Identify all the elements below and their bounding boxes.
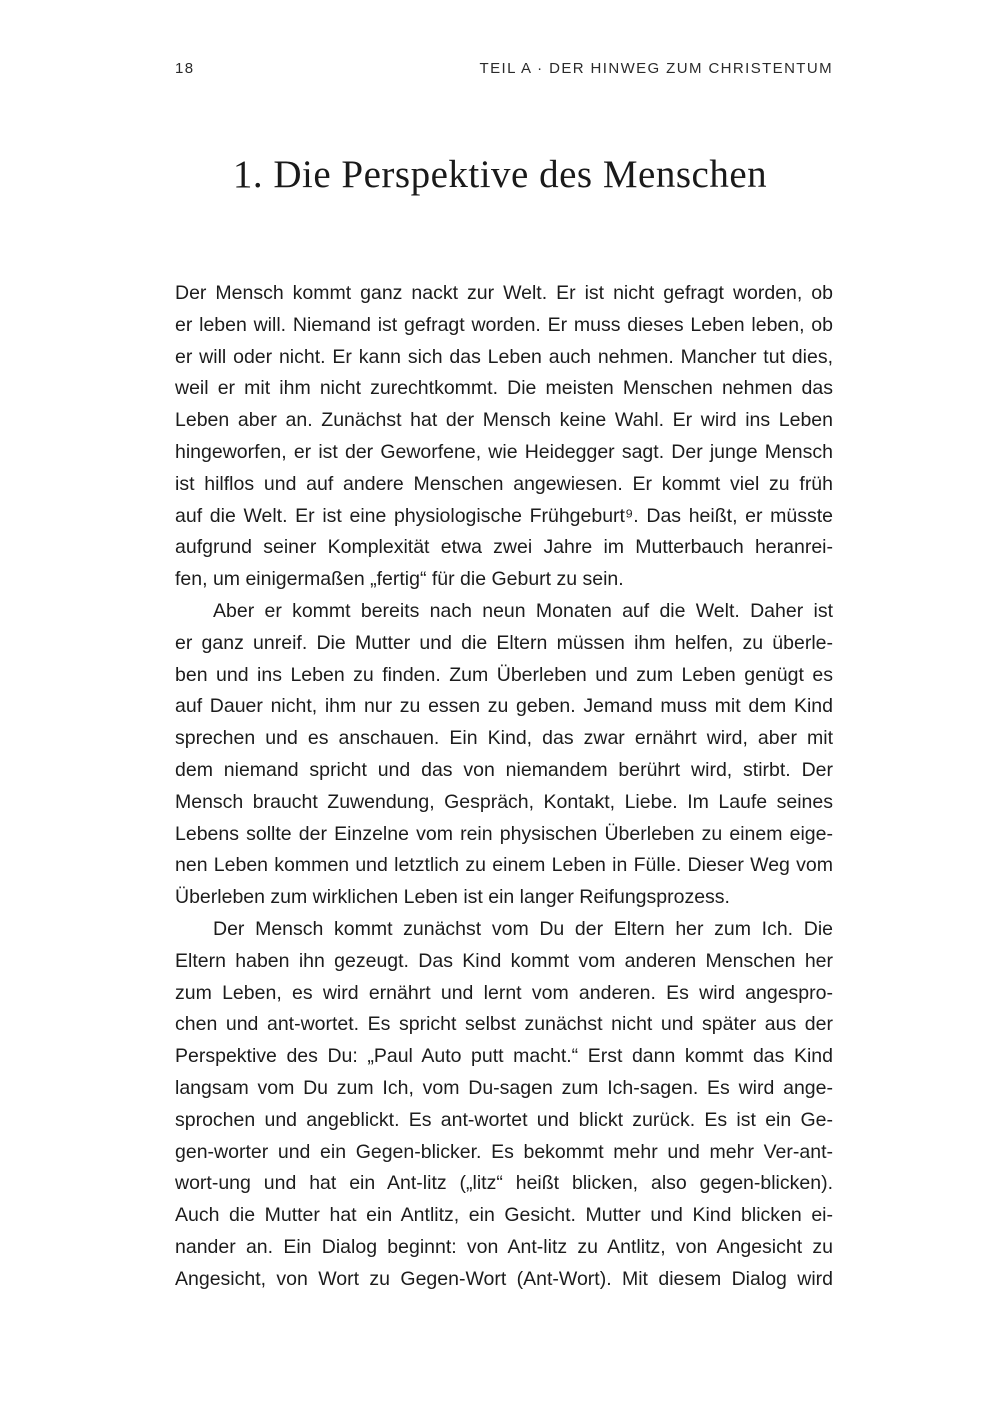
paragraph-3: [175, 914, 833, 1296]
body-text: [175, 278, 833, 1296]
text-line: sprochen und angeblickt. Es ant-wortet und blickt zurück. Es ist ein Ge-: [175, 1108, 833, 1131]
text-line: weil er mit ihm nicht zurechtkommt. Die meisten Menschen nehmen das: [175, 377, 833, 400]
paragraph-1: [175, 278, 833, 596]
text-line: er ganz unreif. Die Mutter und die Eltern müssen ihm helfen, zu überle-: [175, 631, 833, 654]
text-line: fen, um einigermaßen „fertig“ für die Geburt zu sein.: [175, 568, 624, 591]
text-line: Mensch braucht Zuwendung, Gespräch, Kontakt, Liebe. Im Laufe seines: [175, 790, 833, 813]
text-line: chen und ant-wortet. Es spricht selbst zunächst nicht und später aus der: [175, 1013, 833, 1036]
text-line: hingeworfen, er ist der Geworfene, wie Heidegger sagt. Der junge Mensch: [175, 440, 833, 463]
text-line: auf Dauer nicht, ihm nur zu essen zu geben. Jemand muss mit dem Kind: [175, 695, 833, 718]
text-line: ist hilflos und auf andere Menschen angewiesen. Er kommt viel zu früh: [175, 472, 833, 495]
running-title: TEIL A · DER HINWEG ZUM CHRISTENTUM: [479, 60, 833, 77]
paragraph-2: [175, 596, 833, 914]
text-line: auf die Welt. Er ist eine physiologische Frühgeburt⁹. Das heißt, er müsste: [175, 504, 833, 527]
page-number: 18: [175, 60, 195, 77]
text-line: er leben will. Niemand ist gefragt worden. Er muss dieses Leben leben, ob: [175, 313, 833, 336]
text-line: sprechen und es anschauen. Ein Kind, das zwar ernährt wird, aber mit: [175, 727, 833, 750]
text-line: Eltern haben ihn gezeugt. Das Kind kommt vom anderen Menschen her: [175, 949, 833, 972]
text-line: er will oder nicht. Er kann sich das Leben auch nehmen. Mancher tut dies,: [175, 345, 833, 368]
text-line: aufgrund seiner Komplexität etwa zwei Jahre im Mutterbauch heranrei-: [175, 536, 833, 559]
text-line: nander an. Ein Dialog beginnt: von Ant-litz zu Antlitz, von Angesicht zu: [175, 1235, 833, 1258]
text-line: Der Mensch kommt zunächst vom Du der Eltern her zum Ich. Die: [213, 917, 833, 940]
text-line: Leben aber an. Zunächst hat der Mensch keine Wahl. Er wird ins Leben: [175, 409, 833, 432]
text-line: nen Leben kommen und letztlich zu einem Leben in Fülle. Dieser Weg vom: [175, 854, 833, 877]
text-line: dem niemand spricht und das von niemandem berührt wird, stirbt. Der: [175, 758, 833, 781]
text-line: ben und ins Leben zu finden. Zum Überleben und zum Leben genügt es: [175, 663, 833, 686]
chapter-title: 1. Die Perspektive des Menschen: [232, 153, 768, 196]
text-line: wort-ung und hat ein Ant-litz („litz“ heißt blicken, also gegen-blicken).: [175, 1172, 833, 1195]
text-line: Auch die Mutter hat ein Antlitz, ein Gesicht. Mutter und Kind blicken ei-: [175, 1204, 833, 1227]
text-line: zum Leben, es wird ernährt und lernt vom anderen. Es wird angespro-: [175, 981, 833, 1004]
text-line: Überleben zum wirklichen Leben ist ein langer Reifungsprozess.: [175, 886, 730, 909]
text-line: Der Mensch kommt ganz nackt zur Welt. Er ist nicht gefragt worden, ob: [175, 282, 833, 304]
text-line: Lebens sollte der Einzelne vom rein physischen Überleben zu einem eige-: [175, 822, 833, 845]
text-line: Aber er kommt bereits nach neun Monaten auf die Welt. Daher ist: [213, 599, 833, 622]
text-line: langsam vom Du zum Ich, vom Du-sagen zum Ich-sagen. Es wird ange-: [175, 1076, 833, 1099]
text-line: Perspektive des Du: „Paul Auto putt macht.“ Erst dann kommt das Kind: [175, 1045, 833, 1068]
running-head: [175, 60, 833, 88]
text-line: gen-worter und ein Gegen-blicker. Es bekommt mehr und mehr Ver-ant-: [175, 1140, 833, 1163]
text-line: Angesicht, von Wort zu Gegen-Wort (Ant-Wort). Mit diesem Dialog wird: [175, 1267, 833, 1290]
